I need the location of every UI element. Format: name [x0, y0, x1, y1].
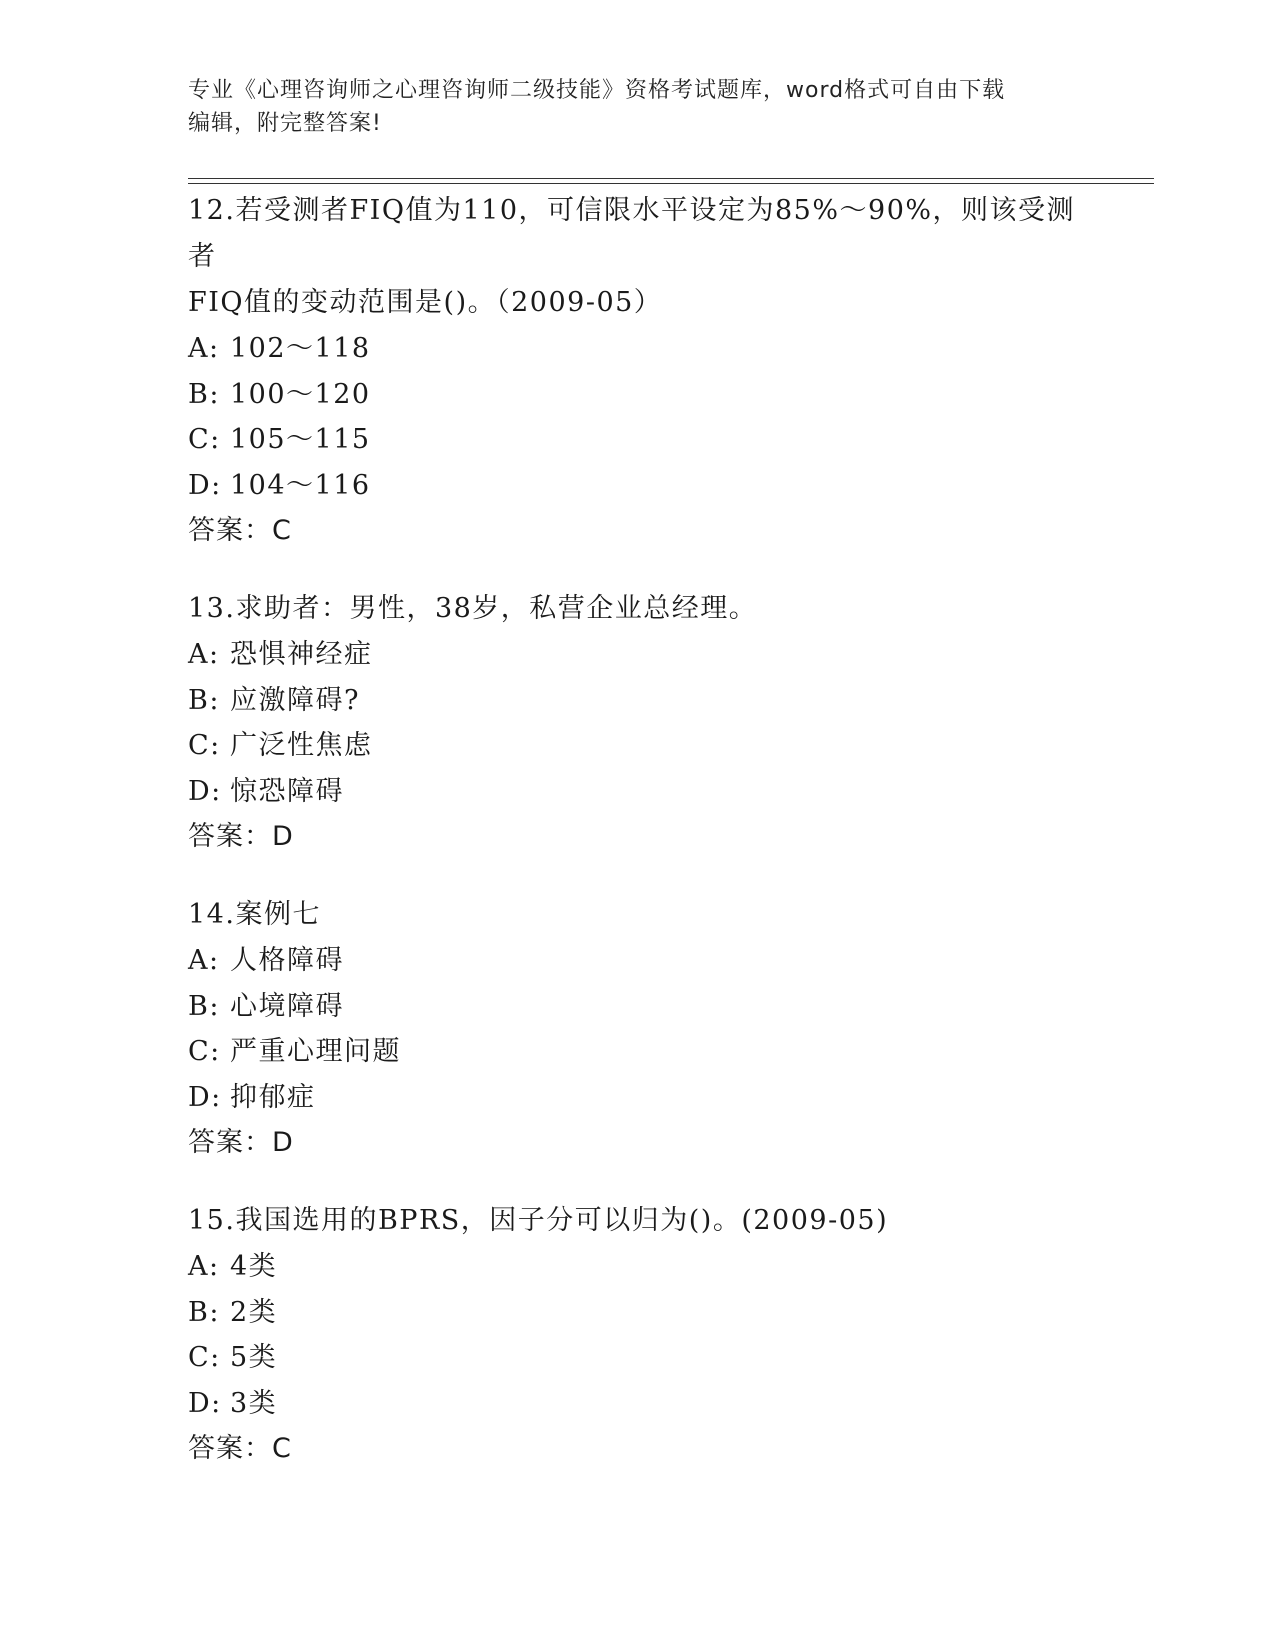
header-line-2: 编辑，附完整答案! [188, 111, 382, 136]
question-stem [188, 892, 1088, 938]
question-stem-line-1: 13.求助者：男性，38岁，私营企业总经理。 [188, 593, 758, 624]
document-header [188, 74, 1068, 140]
option-key: A: [188, 639, 220, 670]
answer-line: 答案：D [188, 1127, 294, 1158]
option-text: 104～116 [230, 469, 371, 501]
question-stem [188, 586, 1088, 632]
question-14 [188, 892, 1088, 1166]
option-key: D: [188, 469, 222, 501]
option-b [188, 1290, 1088, 1336]
question-12 [188, 188, 1088, 554]
question-stem [188, 188, 1088, 326]
option-key: A: [188, 333, 220, 364]
option-key: A: [188, 945, 220, 976]
option-a [188, 326, 1088, 372]
option-text: 105～115 [230, 424, 371, 455]
option-text: 5类 [230, 1342, 278, 1373]
option-key: C: [188, 1342, 221, 1373]
question-stem [188, 1198, 1088, 1244]
option-key: B: [188, 1296, 220, 1328]
option-text: 4类 [230, 1251, 278, 1282]
header-line-1: 专业《心理咨询师之心理咨询师二级技能》资格考试题库，word格式可自由下载 [188, 78, 1006, 103]
option-c [188, 1029, 1088, 1075]
option-key: C: [188, 424, 221, 455]
option-c [188, 1335, 1088, 1381]
answer-line: 答案：C [188, 515, 292, 546]
question-15 [188, 1198, 1088, 1472]
option-text: 2类 [230, 1296, 278, 1328]
option-text: 应激障碍? [230, 684, 360, 716]
option-d [188, 1381, 1088, 1427]
option-key: A: [188, 1251, 220, 1282]
option-text: 102～118 [230, 333, 371, 364]
option-d [188, 769, 1088, 815]
option-b [188, 984, 1088, 1030]
answer-line: 答案：C [188, 1433, 292, 1464]
option-text: 广泛性焦虑 [230, 730, 373, 761]
option-a [188, 938, 1088, 984]
header-divider-top [188, 178, 1154, 179]
option-text: 100～120 [230, 378, 371, 410]
option-a [188, 1244, 1088, 1290]
option-b [188, 678, 1088, 724]
question-stem-line-2: FIQ值的变动范围是()。（2009-05） [188, 287, 663, 318]
option-key: B: [188, 378, 220, 410]
option-key: D: [188, 775, 222, 807]
option-text: 惊恐障碍 [230, 775, 344, 807]
question-list [188, 188, 1088, 1504]
option-text: 抑郁症 [230, 1081, 316, 1113]
option-key: C: [188, 730, 221, 761]
option-d [188, 1075, 1088, 1121]
option-key: B: [188, 990, 220, 1022]
option-text: 心境障碍 [230, 990, 344, 1022]
option-key: D: [188, 1387, 222, 1419]
option-a [188, 632, 1088, 678]
option-d [188, 463, 1088, 509]
question-stem-line-1: 12.若受测者FIQ值为110，可信限水平设定为85%～90%，则该受测者 [188, 195, 1076, 272]
answer-line: 答案：D [188, 821, 294, 852]
option-text: 恐惧神经症 [230, 639, 373, 670]
option-key: D: [188, 1081, 222, 1113]
option-b [188, 372, 1088, 418]
option-text: 3类 [230, 1387, 278, 1419]
option-text: 严重心理问题 [230, 1036, 401, 1067]
question-stem-line-1: 15.我国选用的BPRS，因子分可以归为()。(2009-05) [188, 1205, 889, 1236]
question-stem-line-1: 14.案例七 [188, 899, 321, 930]
question-13 [188, 586, 1088, 860]
option-key: B: [188, 684, 220, 716]
option-text: 人格障碍 [230, 945, 344, 976]
option-c [188, 723, 1088, 769]
header-divider-bottom [188, 183, 1154, 184]
option-c [188, 417, 1088, 463]
option-key: C: [188, 1036, 221, 1067]
